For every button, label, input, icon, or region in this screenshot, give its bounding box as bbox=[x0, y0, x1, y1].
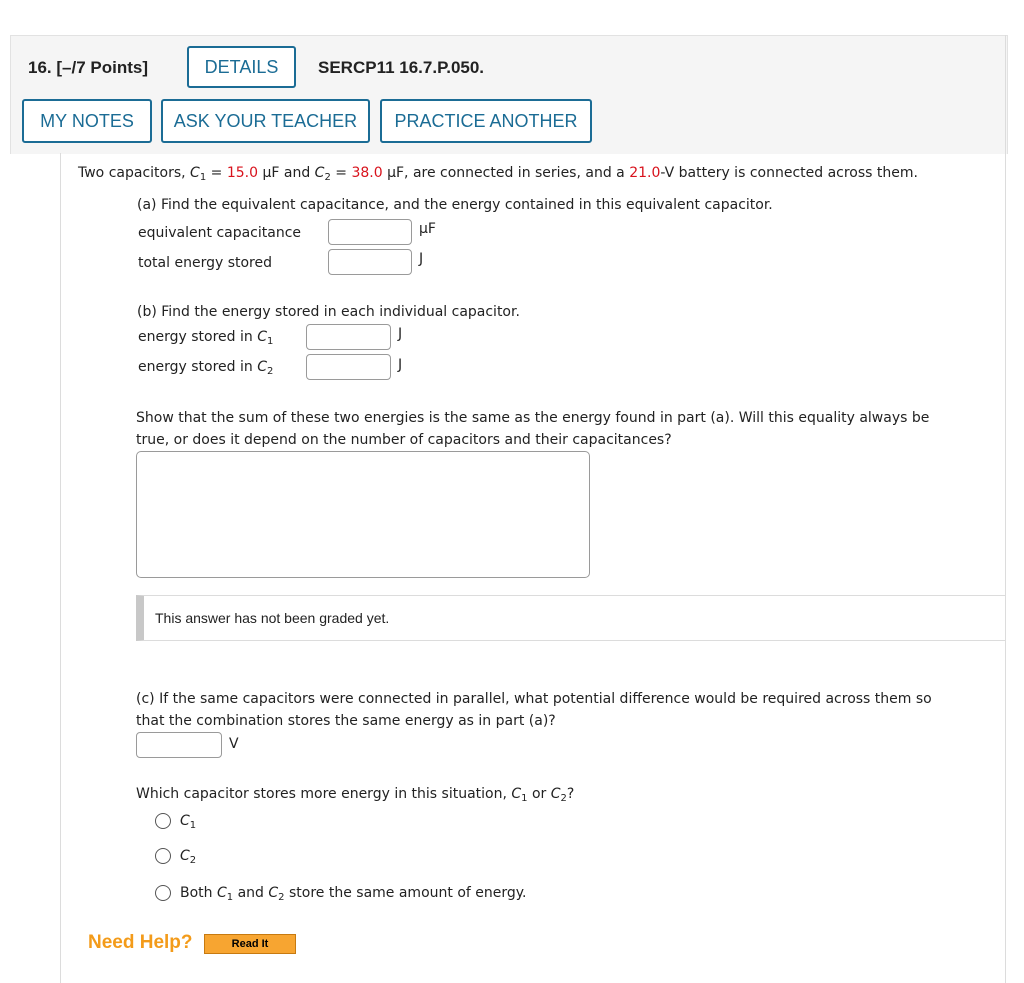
total-energy-label: total energy stored bbox=[138, 255, 272, 271]
part-b-question: (b) Find the energy stored in each individual capacitor. bbox=[137, 304, 520, 320]
which-capacitor-question: Which capacitor stores more energy in this situation, $C_1$ or $C_2$? bbox=[136, 786, 575, 804]
points-label: [–/7 Points] bbox=[56, 58, 148, 77]
need-help-label: Need Help? bbox=[88, 932, 193, 953]
essay-answer-textarea[interactable] bbox=[136, 451, 590, 578]
energy-c1-label: energy stored in $C_1$ bbox=[138, 329, 274, 347]
total-energy-input[interactable] bbox=[328, 249, 412, 275]
part-c-question-line-1: (c) If the same capacitors were connected in parallel, what potential difference would be required across them so bbox=[136, 691, 932, 707]
read-it-button[interactable]: Read It bbox=[204, 934, 296, 954]
part-a-question: (a) Find the equivalent capacitance, and the energy contained in this equivalent capacitor. bbox=[137, 197, 773, 213]
ask-teacher-button[interactable]: ASK YOUR TEACHER bbox=[161, 99, 370, 143]
total-energy-unit: J bbox=[419, 251, 424, 267]
equivalent-capacitance-input[interactable] bbox=[328, 219, 412, 245]
option-both-label: Both $C_1$ and $C_2$ store the same amount of energy. bbox=[180, 885, 527, 903]
equivalent-capacitance-unit: μF bbox=[419, 221, 436, 237]
question-number: 16. bbox=[28, 58, 52, 77]
problem-code: SERCP11 16.7.P.050. bbox=[318, 58, 485, 77]
question-number-points bbox=[28, 58, 148, 78]
energy-c2-unit: J bbox=[398, 357, 403, 373]
voltage-input[interactable] bbox=[136, 732, 222, 758]
my-notes-button[interactable]: MY NOTES bbox=[22, 99, 152, 143]
problem-statement: Two capacitors, $C_1 = 15.0$ μF and $C_2 = 38.0$ μF, are connected in series, and a 21.0-V battery is connected across them. bbox=[78, 165, 918, 183]
left-border bbox=[60, 153, 61, 983]
equivalent-capacitance-label: equivalent capacitance bbox=[138, 225, 302, 241]
option-c1-label: $C_1$ bbox=[180, 813, 197, 831]
option-c2-label: $C_2$ bbox=[180, 848, 197, 866]
energy-c2-input[interactable] bbox=[306, 354, 391, 380]
radio-both-same[interactable] bbox=[155, 885, 171, 901]
details-button[interactable]: DETAILS bbox=[187, 46, 296, 88]
voltage-unit: V bbox=[229, 736, 239, 752]
radio-c2[interactable] bbox=[155, 848, 171, 864]
energy-c1-unit: J bbox=[398, 326, 403, 342]
right-border bbox=[1005, 35, 1006, 983]
show-question-line-1: Show that the sum of these two energies is the same as the energy found in part (a). Will this equality always be bbox=[136, 410, 930, 426]
grading-notice: This answer has not been graded yet. bbox=[136, 595, 1006, 641]
practice-another-button[interactable]: PRACTICE ANOTHER bbox=[380, 99, 592, 143]
radio-c1[interactable] bbox=[155, 813, 171, 829]
energy-c2-label: energy stored in $C_2$ bbox=[138, 359, 274, 377]
energy-c1-input[interactable] bbox=[306, 324, 391, 350]
show-question-line-2: true, or does it depend on the number of capacitors and their capacitances? bbox=[136, 432, 672, 448]
part-c-question-line-2: that the combination stores the same energy as in part (a)? bbox=[136, 713, 556, 729]
